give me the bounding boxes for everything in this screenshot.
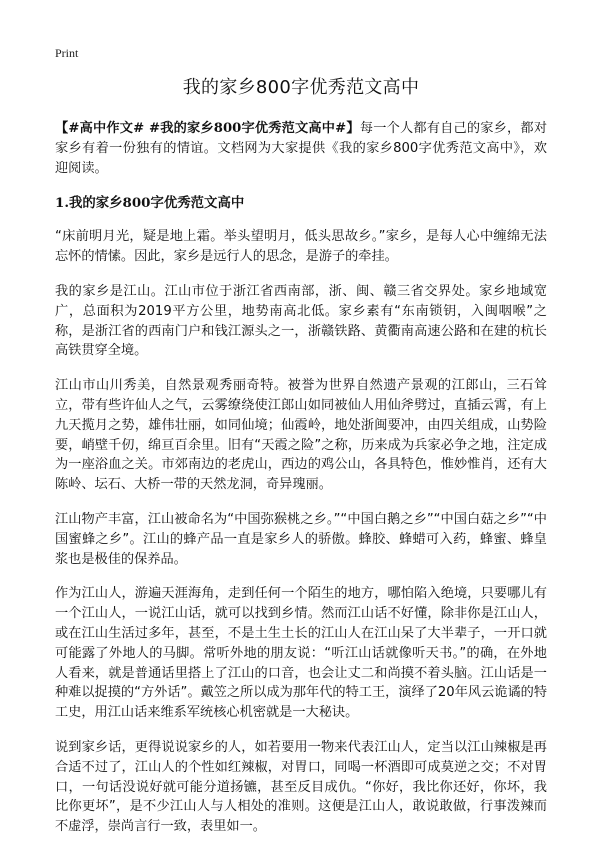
section-heading: 1.我的家乡800字优秀范文高中 [55, 195, 245, 212]
paragraph-5: 作为江山人，游遍天涯海角，走到任何一个陌生的地方，哪怕陷入绝境，只要哪儿有一个江山人，一说江山话，就可以找到乡情。然而江山话不好懂，除非你是江山人，或在江山生活过多年，甚至，不是土生土长的江山人在江山呆了大半辈子，一开口就可能露了外地人的马脚。常听外地的朋友说：“听江山话就像听天书。”的确，在外地人看来，就是普通话里搭上了江山的口音，也会让丈二和尚摸不着头脑。江山话是一种难以捉摸的“方外话”。戴笠之所以成为那年代的特工王，演绎了20年风云诡谲的特工史，用江山话来维系军统核心机密就是一大秘诀。 [55, 586, 548, 721]
intro-text: 每一个人都有自己的家乡，都对家乡有着一份独有的情谊。文档网为大家提供《我的家乡800字优秀范文高中》，欢迎阅读。 [55, 121, 547, 176]
paragraph-2: 我的家乡是江山。江山市位于浙江省西南部，浙、闽、赣三省交界处。家乡地域宽广，总面积为2019平方公里，地势南高北低。家乡素有“东南锁钥，入闽咽喉”之称，是浙江省的西南门户和钱江源头之一，浙赣铁路、黄衢南高速公路和在建的杭长高铁贯穿全境。 [55, 283, 547, 359]
print-link[interactable]: Print [55, 46, 79, 60]
document-body [55, 76, 547, 852]
paragraph-1: “床前明月光，疑是地上霜。举头望明月，低头思故乡。”家乡，是每人心中缠绵无法忘怀的情愫。因此，家乡是远行人的思念，是游子的牵挂。 [55, 229, 547, 265]
document-title: 我的家乡800字优秀范文高中 [182, 77, 420, 98]
paragraph-6: 说到家乡话，更得说说家乡的人，如若要用一物来代表江山人，定当以江山辣椒是再合适不过了，江山人的个性如红辣椒，对胃口，同喝一杯酒即可成莫逆之交；不对胃口，一句话没说好就可能分道扬镳，甚至反目成仇。“你好，我比你还好，你坏，我比你更坏”，是不少江山人与人相处的准则。这便是江山人，敢说敢做，行事泼辣而不虚浮，崇尚言行一致，表里如一。 [55, 739, 547, 835]
paragraph-3: 江山市山川秀美，自然景观秀丽奇特。被誉为世界自然遗产景观的江郎山，三石耸立，带有些许仙人之气，云雾缭绕使江郎山如同被仙人用仙斧劈过，直插云霄，有上九天揽月之势，雄伟壮丽，如同仙境；仙霞岭，地处浙闽要冲，由四关组成，山势险要，峭壁千仞，绵亘百余里。旧有“天霞之险”之称，历来成为兵家必争之地，注定成为一座浴血之关。市郊南边的老虎山，西边的鸡公山，各具特色，惟妙惟肖，还有大陈岭、坛石、大桥一带的天然龙洞，奇异瑰丽。 [55, 378, 547, 493]
intro-tag: 【#高中作文# #我的家乡800字优秀范文高中#】 [55, 121, 360, 136]
paragraph-4: 江山物产丰富，江山被命名为“中国弥猴桃之乡。”“中国白鹅之乡”“中国白菇之乡”“中国蜜蜂之乡”。江山的蜂产品一直是家乡人的骄傲。蜂胶、蜂蜡可入药，蜂蜜、蜂皇浆也是极佳的保养品。 [55, 511, 547, 567]
intro-paragraph [55, 119, 547, 178]
